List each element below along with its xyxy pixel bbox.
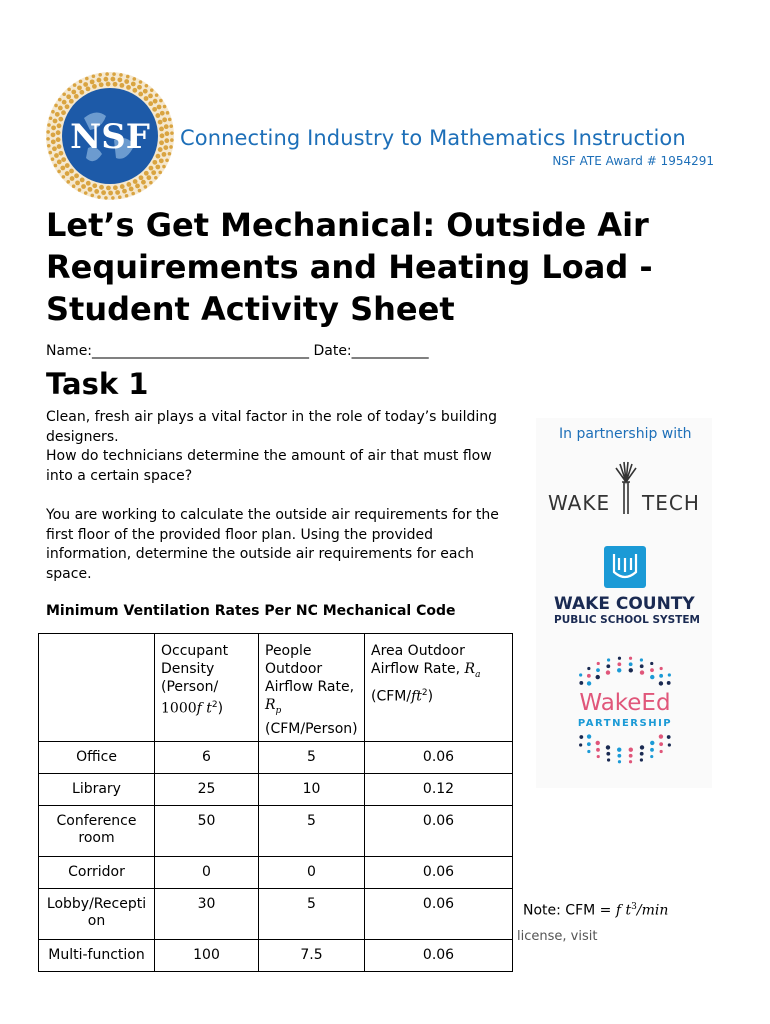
cell-space: Office [39,742,155,774]
header-occupant-density: Occupant Density (Person/ 1000f $t^2$) [155,634,259,742]
wakeed-subtitle: PARTNERSHIP [577,718,673,729]
cell-people-rate: 7.5 [259,940,365,972]
table-row [39,889,513,940]
table-row [39,940,513,972]
torch-icon [616,462,636,514]
table-caption: Minimum Ventilation Rates Per NC Mechanical Code [46,603,456,619]
name-date-line[interactable]: Name:_______________________________ Date:___________ [46,343,429,359]
cell-area-rate: 0.06 [365,857,513,889]
wcpss-subtitle: PUBLIC SCHOOL SYSTEM [554,614,700,626]
task-intro-paragraph: Clean, fresh air plays a vital factor in the role of today’s building designers. How do technicians determine the amount of air that must flow into a certain space? [46,409,498,484]
cell-people-rate: 10 [259,774,365,806]
cell-area-rate: 0.12 [365,774,513,806]
cell-people-rate: 5 [259,889,365,940]
cell-people-rate: 5 [259,806,365,857]
wake-tech-right-text: TECH [642,491,700,515]
header-people-unit: (CFM/Person) [265,720,358,737]
partners-heading: In partnership with [559,426,692,442]
header-area-label: Area Outdoor Airflow Rate, [371,643,465,677]
header-area-sub: a [475,669,481,680]
task-heading: Task 1 [46,367,149,401]
table-row [39,774,513,806]
cell-people-rate: 0 [259,857,365,889]
cell-area-rate: 0.06 [365,889,513,940]
cell-density: 50 [155,806,259,857]
table-row [39,806,513,857]
cell-space: Conference room [39,806,155,857]
cell-space: Lobby/Recepti on [39,889,155,940]
cell-density: 6 [155,742,259,774]
cell-space: Library [39,774,155,806]
document-title: Let’s Get Mechanical: Outside Air Requirements and Heating Load - Student Activity Sheet [46,206,653,328]
header-people-symbol: R [265,697,276,713]
header-title: Connecting Industry to Mathematics Instruction [180,126,686,150]
cell-area-rate: 0.06 [365,742,513,774]
table-row [39,857,513,889]
header-space [39,634,155,742]
table-header-row [39,634,513,742]
wakeed-partnership-logo [560,654,690,766]
wcpss-name: WAKE COUNTY [554,594,695,614]
header-people-airflow [259,634,365,742]
header-area-unit-pre: (CFM/ [371,688,412,705]
cfm-note: Note: CFM = f $t^3/\min$ [523,902,669,919]
cfm-note-unit-var: f t [615,902,632,919]
header-area-unit-var: ft [411,688,422,705]
cell-people-rate: 5 [259,742,365,774]
cell-density: 100 [155,940,259,972]
header-area-symbol: R [464,661,476,677]
ventilation-rates-table [38,633,513,972]
header-people-label: People Outdoor Airflow Rate, [265,643,355,695]
wakeed-name: WakeEd [579,690,671,716]
header-area-airflow: Area Outdoor Airflow Rate, $R_a$ $(CFM/ft^2)$ [365,634,513,742]
award-number: NSF ATE Award # 1954291 [552,154,714,168]
cell-area-rate: 0.06 [365,940,513,972]
cell-density: 25 [155,774,259,806]
cfm-note-label: Note: CFM = [523,902,612,919]
header-density-label: Occupant Density (Person/ [161,643,229,695]
cell-space: Multi-function [39,940,155,972]
wake-tech-left-text: WAKE [548,491,611,515]
header-people-sub: p [275,705,282,716]
wake-tech-logo [546,458,706,524]
table-row [39,742,513,774]
cell-space: Corridor [39,857,155,889]
license-fragment: license, visit [517,929,598,944]
header-density-unit-num: 1000 [161,700,197,717]
cell-density: 0 [155,857,259,889]
nsf-logo-text: NSF [70,117,150,157]
cfm-note-unit-tail: /min [636,902,669,919]
nsf-logo [44,70,176,202]
header-density-unit-var: f t [196,700,212,717]
cell-area-rate: 0.06 [365,806,513,857]
task-instructions-paragraph: You are working to calculate the outside air requirements for the first floor of the provided floor plan. Using the provided information, determine the outside air requirements for each space. [46,507,499,582]
cell-density: 30 [155,889,259,940]
